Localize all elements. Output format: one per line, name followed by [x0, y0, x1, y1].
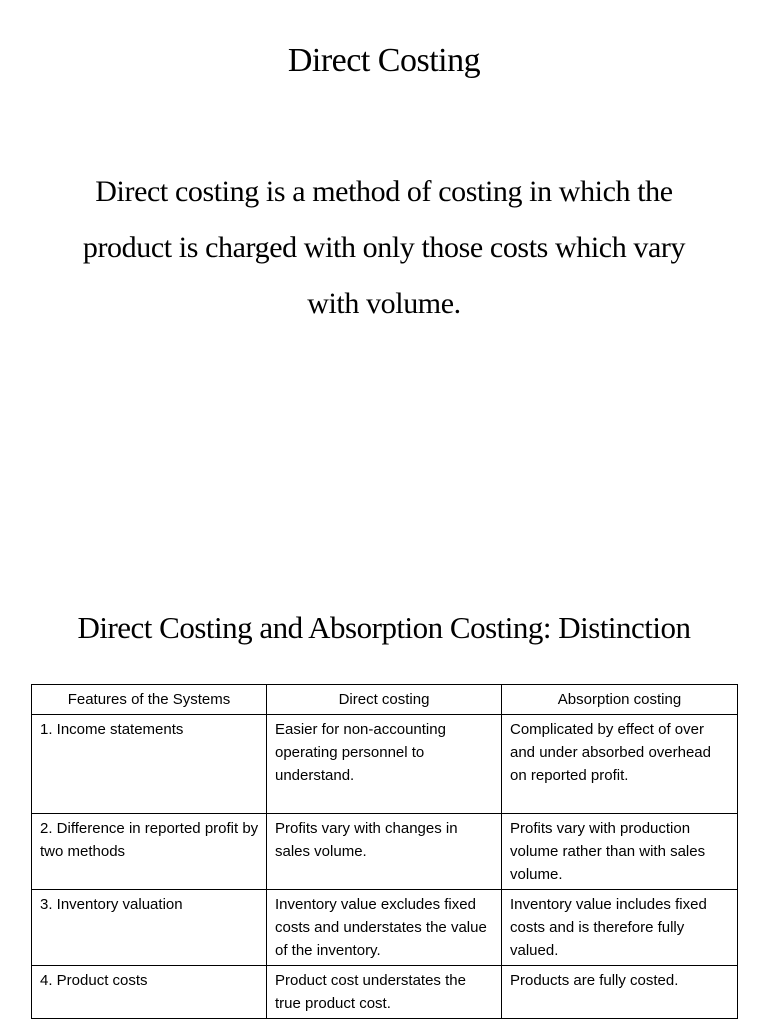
table-row	[32, 890, 738, 966]
absorption-costing-cell: Inventory value includes fixed costs and is therefore fully valued.	[502, 890, 738, 966]
absorption-costing-cell: Products are fully costed.	[502, 966, 738, 1019]
table-header-row	[32, 685, 738, 715]
slide-title-distinction: Direct Costing and Absorption Costing: Distinction	[77, 610, 691, 645]
feature-cell: 1. Income statements	[32, 715, 267, 814]
absorption-costing-cell: Profits vary with production volume rather than with sales volume.	[502, 814, 738, 890]
direct-costing-cell: Product cost understates the true product cost.	[267, 966, 502, 1019]
definition-text: Direct costing is a method of costing in which the product is charged with only those costs which vary with volume.	[82, 175, 686, 320]
absorption-costing-cell: Complicated by effect of over and under absorbed overhead on reported profit.	[502, 715, 738, 814]
table-row	[32, 814, 738, 890]
column-header-features: Features of the Systems	[32, 685, 267, 715]
table-row	[32, 715, 738, 814]
table-row	[32, 966, 738, 1019]
column-header-absorption-costing: Absorption costing	[502, 685, 738, 715]
direct-costing-cell: Profits vary with changes in sales volume.	[267, 814, 502, 890]
direct-costing-cell: Easier for non-accounting operating personnel to understand.	[267, 715, 502, 814]
feature-cell: 4. Product costs	[32, 966, 267, 1019]
column-header-direct-costing: Direct costing	[267, 685, 502, 715]
comparison-table	[31, 684, 738, 1019]
feature-cell: 3. Inventory valuation	[32, 890, 267, 966]
feature-cell: 2. Difference in reported profit by two methods	[32, 814, 267, 890]
direct-costing-cell: Inventory value excludes fixed costs and understates the value of the inventory.	[267, 890, 502, 966]
slide-title-direct-costing: Direct Costing	[287, 42, 481, 79]
